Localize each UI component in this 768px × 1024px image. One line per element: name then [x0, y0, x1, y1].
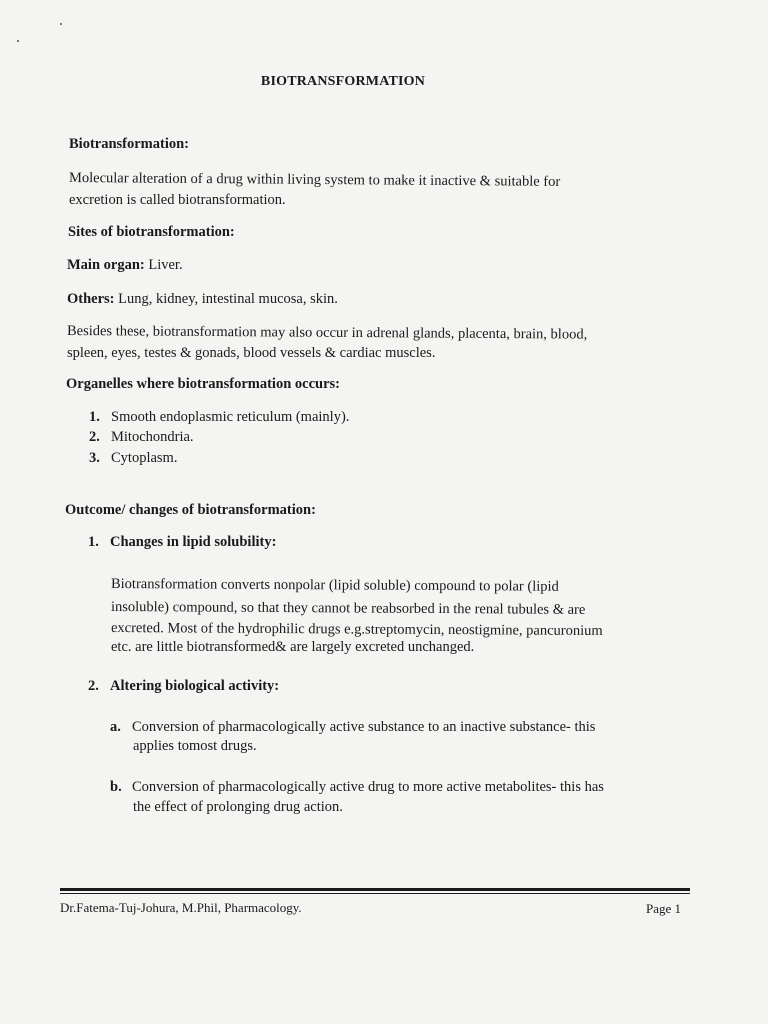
list-item-text: Mitochondria.	[111, 429, 194, 445]
definition-heading: Biotransformation:	[69, 136, 190, 152]
section-number: 2.	[88, 678, 99, 694]
organelles-heading: Organelles where biotransformation occurs:	[66, 376, 340, 392]
section-title: Altering biological activity:	[110, 678, 280, 694]
footer-author: Dr.Fatema-Tuj-Johura, M.Phil, Pharmacology.	[60, 900, 302, 915]
besides-line-1: Besides these, biotransformation may also occur in adrenal glands, placenta, brain, blood,	[66, 323, 588, 343]
scan-speck	[60, 23, 62, 25]
subitem-b-line-2: the effect of prolonging drug action.	[133, 799, 343, 815]
subitem-a-line-2: applies tomost drugs.	[133, 738, 257, 754]
subitem-text: Conversion of pharmacologically active substance to an inactive substance- this	[132, 719, 596, 735]
section-1-heading	[88, 534, 276, 551]
list-item-text: Cytoplasm.	[111, 450, 178, 466]
subitem-letter: b.	[110, 779, 122, 795]
list-item-text: Smooth endoplasmic reticulum (mainly).	[111, 409, 350, 425]
footer-rule-thick	[60, 888, 690, 891]
main-organ	[67, 256, 183, 274]
organelle-item-3	[89, 449, 177, 467]
section-1-line-2: insoluble) compound, so that they cannot be reabsorbed in the renal tubules & are	[110, 599, 586, 618]
section-1-line-3: excreted. Most of the hydrophilic drugs e.g.streptomycin, neostigmine, pancuronium	[110, 620, 603, 640]
main-organ-value: Liver.	[144, 257, 183, 273]
main-organ-label: Main organ:	[67, 257, 145, 273]
outcome-heading: Outcome/ changes of biotransformation:	[65, 502, 316, 518]
organelle-item-1	[89, 408, 349, 426]
list-number: 3.	[89, 450, 100, 466]
footer-page-number: Page 1	[646, 901, 682, 916]
definition-line-2: excretion is called biotransformation.	[69, 192, 286, 208]
section-2-heading	[88, 678, 279, 695]
organelle-item-2	[89, 428, 194, 446]
footer-rule-thin	[60, 893, 690, 894]
subitem-text: Conversion of pharmacologically active drug to more active metabolites- this has	[132, 779, 604, 795]
section-title: Changes in lipid solubility:	[110, 534, 277, 550]
subitem-letter: a.	[110, 719, 121, 735]
subitem-a	[110, 718, 595, 736]
page-title: BIOTRANSFORMATION	[260, 74, 426, 89]
list-number: 1.	[89, 409, 100, 425]
other-sites	[67, 290, 338, 308]
list-number: 2.	[89, 429, 100, 445]
definition-line-1: Molecular alteration of a drug within living system to make it inactive & suitable for	[68, 170, 561, 190]
scan-speck	[17, 40, 19, 42]
section-1-line-1: Biotransformation converts nonpolar (lipid soluble) compound to polar (lipid	[110, 576, 559, 595]
besides-line-2: spleen, eyes, testes & gonads, blood vessels & cardiac muscles.	[67, 345, 436, 361]
others-value: Lung, kidney, intestinal mucosa, skin.	[114, 291, 338, 307]
sites-heading: Sites of biotransformation:	[68, 224, 235, 240]
subitem-b	[110, 778, 604, 796]
others-label: Others:	[67, 291, 115, 307]
section-1-line-4: etc. are little biotransformed& are largely excreted unchanged.	[111, 639, 475, 655]
section-number: 1.	[88, 534, 99, 550]
